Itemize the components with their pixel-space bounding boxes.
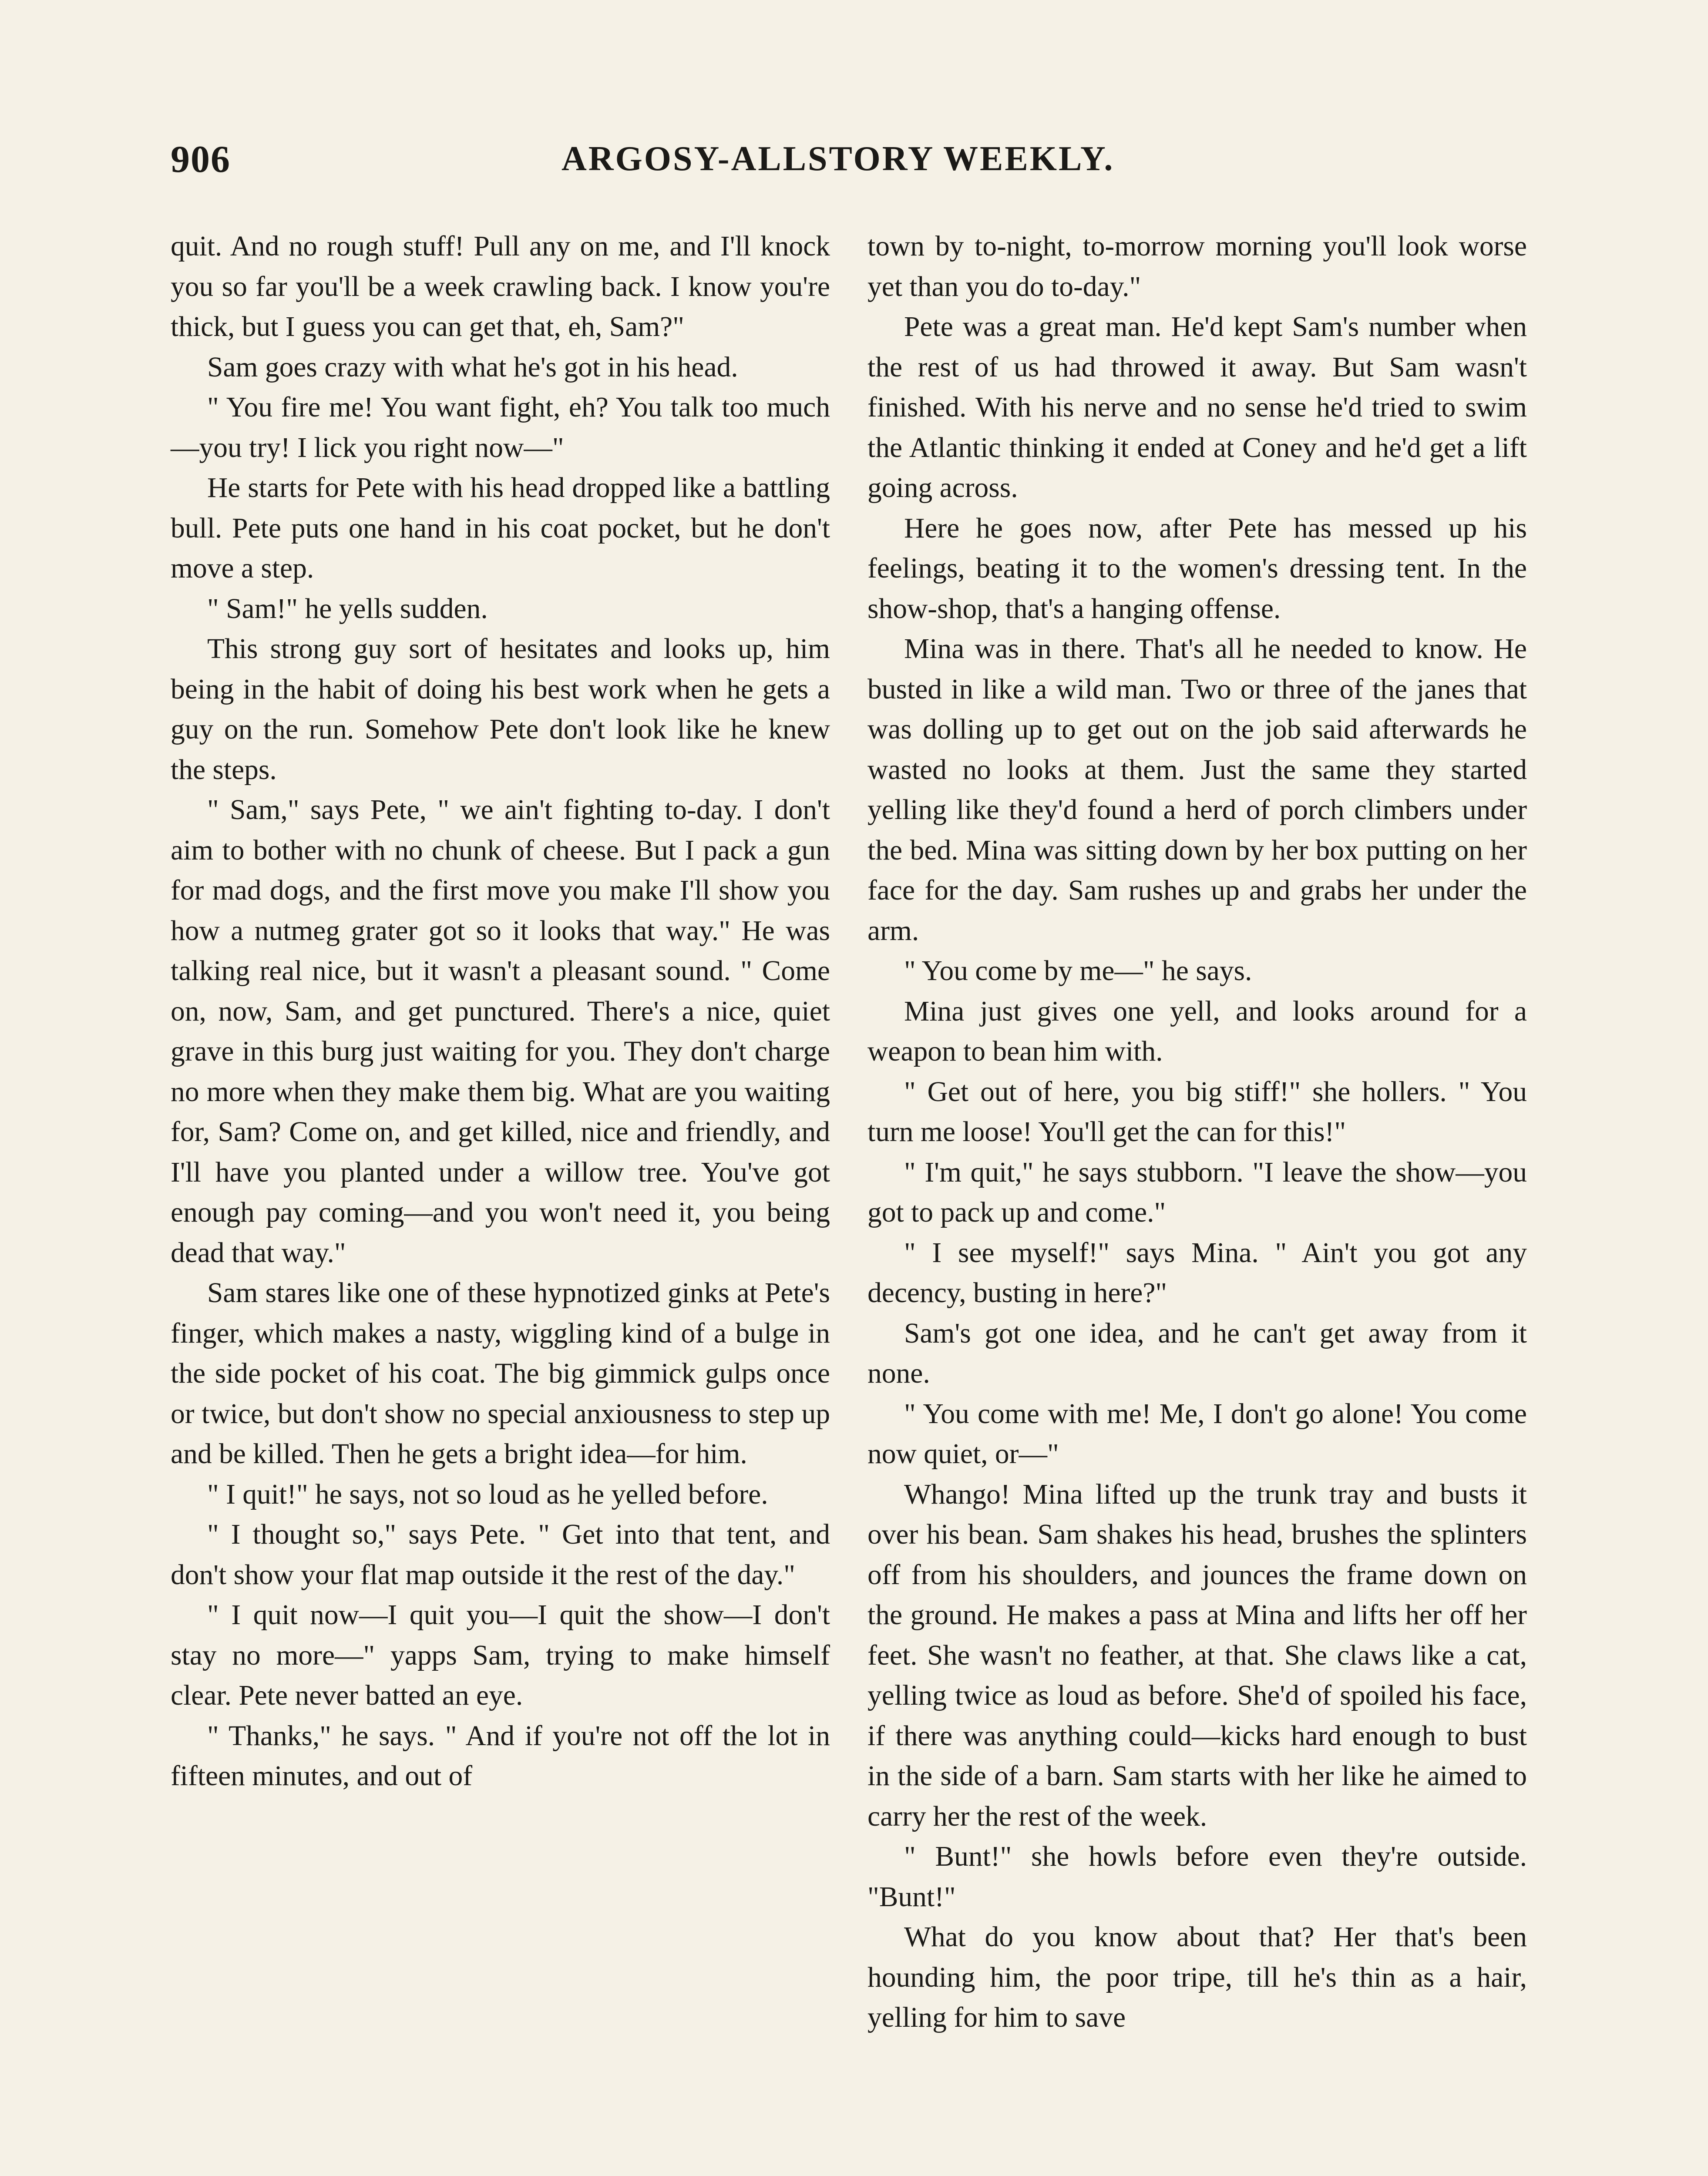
paragraph: Sam's got one idea, and he can't get away from it none. [867,1317,1527,1389]
paragraph: " I quit now—I quit you—I quit the show—I don't stay no more—" yapps Sam, trying to make himself clear. Pete never batted an eye. [171,1599,830,1711]
paragraph: quit. And no rough stuff! Pull any on me, and I'll knock you so far you'll be a week crawling back. I know you're thick, but I guess you can get that, eh, Sam?" [171,231,830,343]
paragraph: Whango! Mina lifted up the trunk tray and busts it over his bean. Sam shakes his head, brushes the splinters off from his shoulders, and jounces the frame down on the ground. He makes a pass at Mina and lifts her off her feet. She wasn't no feather, at that. She claws like a cat, yelling twice as loud as before. She'd of spoiled his face, if there was anything could—kicks hard enough to bust in the side of a barn. Sam starts with her like he aimed to carry her the rest of the week. [867,1478,1527,1832]
paragraph: " Thanks," he says. " And if you're not off the lot in fifteen minutes, and out of [171,1720,830,1792]
paragraph: What do you know about that? Her that's been hounding him, the poor tripe, till he's thin as a hair, yelling for him to save [867,1921,1527,2033]
paragraph: Mina was in there. That's all he needed to know. He busted in like a wild man. Two or three of the janes that was dolling up to get out on the job said afterwards he wasted no looks at them. Just the same they started yelling like they'd found a herd of porch climbers under the bed. Mina was sitting down by her box putting on her face for the day. Sam rushes up and grabs her under the arm. [867,633,1527,947]
paragraph: Mina just gives one yell, and looks around for a weapon to bean him with. [867,995,1527,1067]
paragraph: He starts for Pete with his head dropped like a battling bull. Pete puts one hand in his coat pocket, but he don't move a step. [171,472,830,584]
right-column [867,226,1527,2038]
paragraph: Sam goes crazy with what he's got in his head. [207,351,738,383]
paragraph: Sam stares like one of these hypnotized ginks at Pete's finger, which makes a nasty, wiggling kind of a bulge in the side pocket of his coat. The big gimmick gulps once or twice, but don't show no special anxiousness to step up and be killed. Then he gets a bright idea—for him. [171,1277,830,1470]
paragraph: " I'm quit," he says stubborn. "I leave the show—you got to pack up and come." [867,1156,1527,1228]
paragraph: " You fire me! You want fight, eh? You talk too much—you try! I lick you right now—" [171,392,830,463]
paragraph: " Sam!" he yells sudden. [207,593,488,625]
paragraph: " Get out of here, you big stiff!" she hollers. " You turn me loose! You'll get the can for this!" [867,1076,1527,1148]
paragraph: " I thought so," says Pete. " Get into that tent, and don't show your flat map outside it the rest of the day." [171,1519,830,1591]
paragraph: " You come by me—" he says. [904,955,1252,987]
paragraph: " Bunt!" she howls before even they're outside. "Bunt!" [867,1841,1527,1913]
paragraph: " You come with me! Me, I don't go alone! You come now quiet, or—" [867,1398,1527,1470]
paragraph: town by to-night, to-morrow morning you'll look worse yet than you do to-day." [867,231,1527,302]
paragraph: This strong guy sort of hesitates and looks up, him being in the habit of doing his best work when he gets a guy on the run. Somehow Pete don't look like he knew the steps. [171,633,830,786]
paragraph: " Sam," says Pete, " we ain't fighting to-day. I don't aim to bother with no chunk of cheese. But I pack a gun for mad dogs, and the first move you make I'll show you how a nutmeg grater got so it looks that way." He was talking real nice, but it wasn't a pleasant sound. " Come on, now, Sam, and get punctured. There's a nice, quiet grave in this burg just waiting for you. They don't charge no more when they make them big. What are you waiting for, Sam? Come on, and get killed, nice and friendly, and I'll have you planted under a willow tree. You've got enough pay coming—and you won't need it, you being dead that way." [171,794,830,1269]
left-column [171,226,830,1797]
running-head: ARGOSY-ALLSTORY WEEKLY. [561,140,1115,178]
paragraph: " I quit!" he says, not so loud as he yelled before. [207,1478,768,1510]
paragraph: Here he goes now, after Pete has messed up his feelings, beating it to the women's dressing tent. In the show-shop, that's a hanging offense. [867,512,1527,625]
paragraph: " I see myself!" says Mina. " Ain't you got any decency, busting in here?" [867,1237,1527,1309]
page-number: 906 [171,138,231,181]
paragraph: Pete was a great man. He'd kept Sam's number when the rest of us had throwed it away. But Sam wasn't finished. With his nerve and no sense he'd tried to swim the Atlantic thinking it ended at Coney and he'd get a lift going across. [867,311,1527,504]
